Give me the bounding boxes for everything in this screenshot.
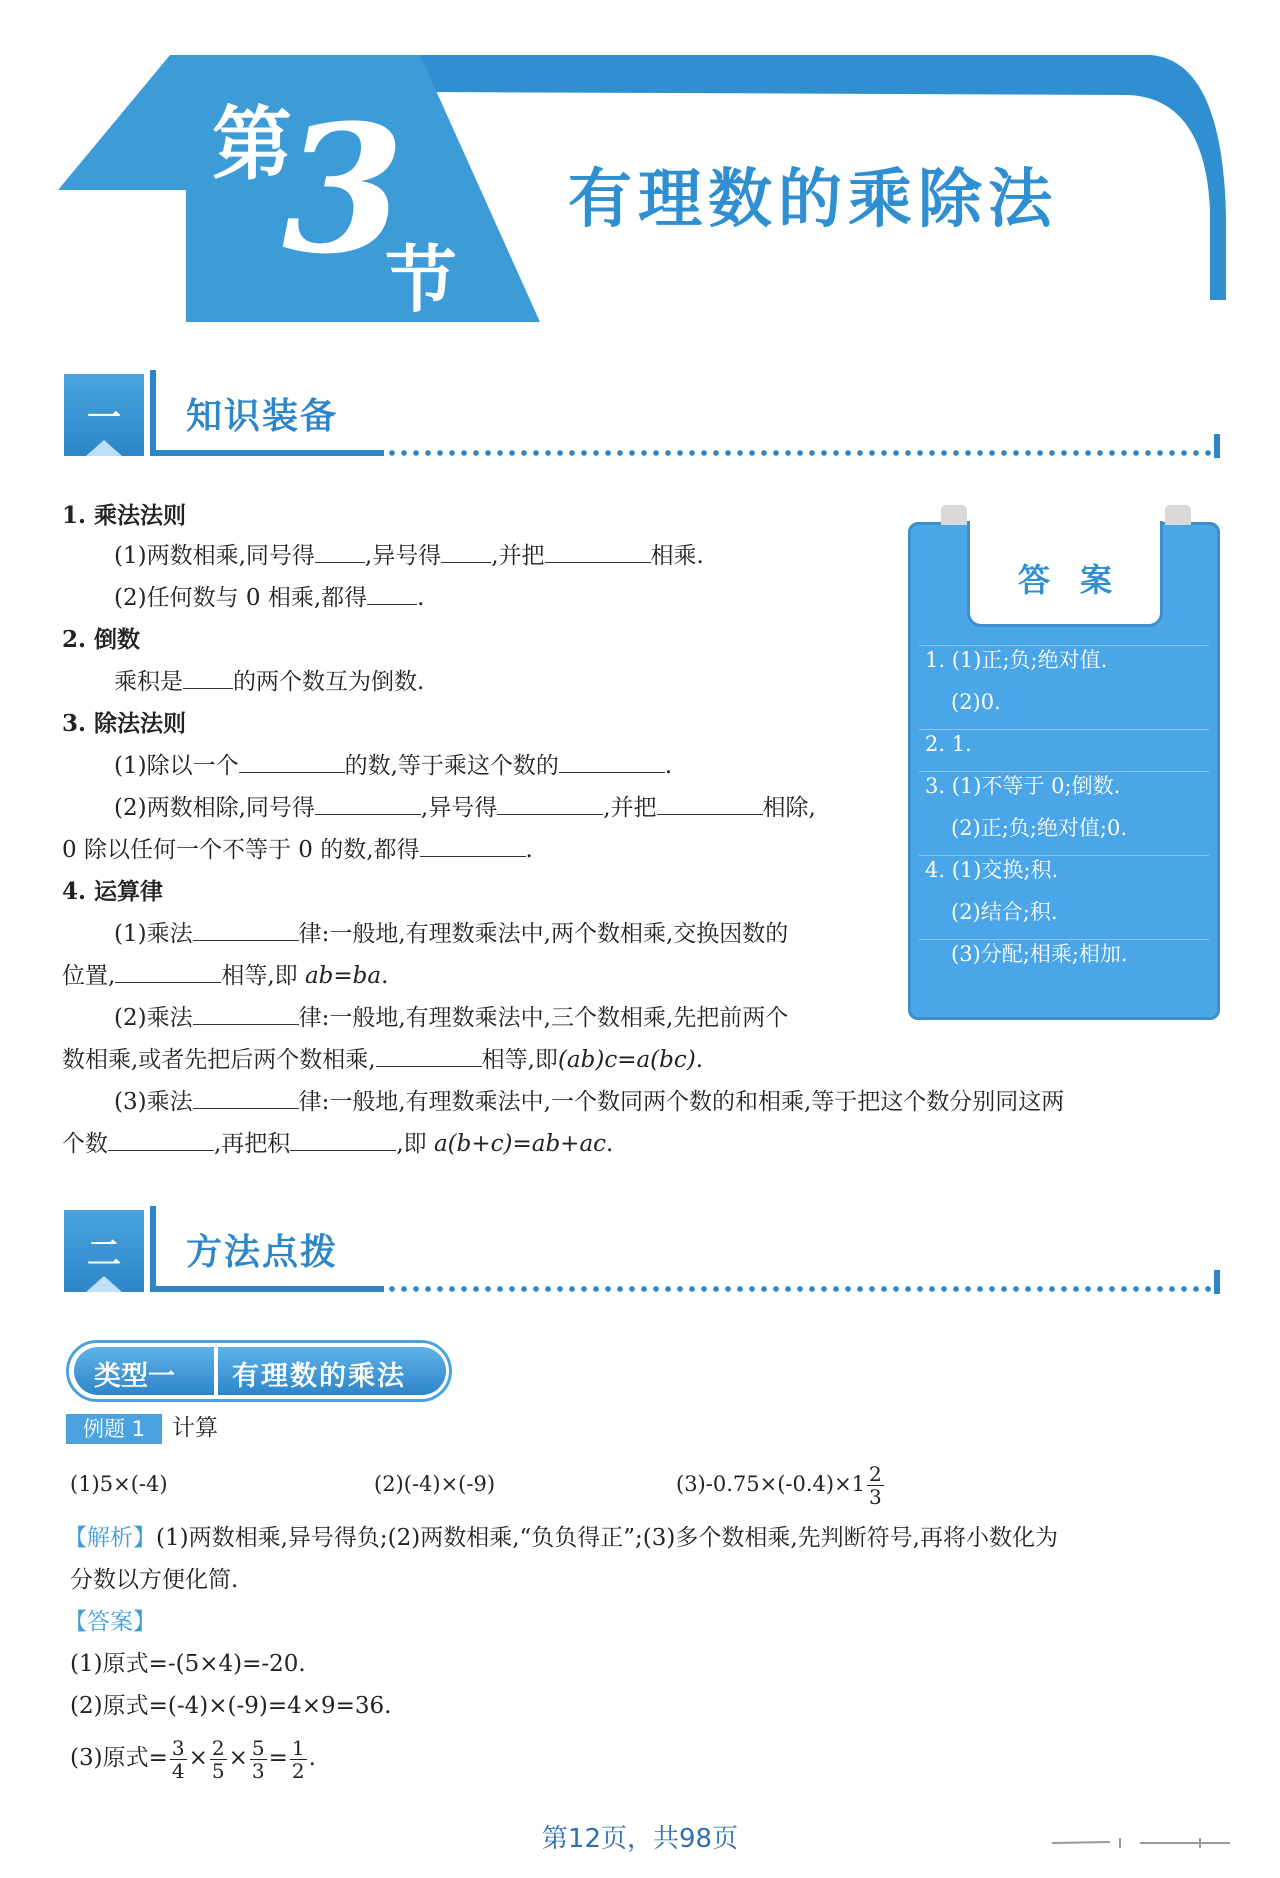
- blank: [367, 583, 417, 605]
- rule-line: (3)乘法 律:一般地,有理数乘法中,一个数同两个数的和相乘,等于把这个数分别同这两: [114, 1089, 1065, 1115]
- section-number-label: 一: [87, 398, 121, 438]
- triangle-icon: [86, 1276, 122, 1292]
- example-question-1: (1)5×(-4): [70, 1472, 168, 1496]
- type-tag-label: 类型一: [94, 1361, 175, 1392]
- blank: [441, 541, 491, 563]
- section-bracket: [150, 1206, 156, 1292]
- rule-line: (1)两数相乘,同号得 ,异号得 ,并把 相乘.: [114, 543, 704, 569]
- page-title: 有理数的乘除法: [568, 163, 1058, 237]
- type-tag-fill: [74, 1347, 446, 1395]
- rule-line: (2)乘法 律:一般地,有理数乘法中,三个数相乘,先把前两个: [114, 1005, 789, 1031]
- blank: [545, 541, 651, 563]
- blank: [376, 1045, 482, 1067]
- blank: [497, 793, 603, 815]
- rule-line: 位置, 相等,即 ab=ba.: [62, 963, 389, 989]
- blank: [193, 1003, 299, 1025]
- section-number-box: [64, 374, 144, 456]
- fraction: $\frac{1}{2}$: [291, 1735, 305, 1783]
- answer-line: 4. (1)交换;积.: [925, 858, 1059, 882]
- analysis: 【解析】(1)两数相乘,异号得负;(2)两数相乘,“负负得正”;(3)多个数相乘,先判断符号,再将小数化为: [64, 1525, 1058, 1551]
- type-tag-topic: 有理数的乘法: [232, 1361, 406, 1392]
- example-question-3: (3)-0.75×(-0.4)×1 $\frac{2}{3}$: [676, 1462, 882, 1509]
- section-number-box: [64, 1210, 144, 1292]
- card-clip: [1165, 505, 1191, 525]
- rule-line: 数相乘,或者先把后两个数相乘, 相等,即(ab)c=a(bc).: [62, 1047, 704, 1073]
- section-label: 知识装备: [186, 396, 339, 437]
- type-tag-separator: [214, 1347, 218, 1395]
- triangle-icon: [86, 440, 122, 456]
- rule-line: (1)乘法 律:一般地,有理数乘法中,两个数相乘,交换因数的: [114, 921, 789, 947]
- blank: [290, 1129, 396, 1151]
- section-underline: [150, 1286, 384, 1292]
- blank: [239, 751, 345, 773]
- heading-multiplication-rule: 1. 乘法法则: [62, 502, 187, 529]
- blank: [315, 541, 365, 563]
- section-dotted-line: [386, 450, 1214, 456]
- fraction: $\frac{5}{3}$: [251, 1735, 265, 1783]
- rule-line: (2)任何数与 0 相乘,都得 .: [114, 585, 425, 611]
- answer-line: 1. (1)正;负;绝对值.: [925, 648, 1108, 672]
- section-header-methods: [64, 1206, 1226, 1298]
- section-number-suffix: 节: [385, 238, 458, 322]
- section-bracket: [150, 370, 156, 456]
- answer-line-3: (3)原式= $\frac{3}{4}$ × $\frac{2}{5}$ × $\frac{5}{3}$ = $\frac{1}{2}$ .: [70, 1735, 316, 1783]
- blank: [559, 751, 665, 773]
- answer-line: (3)分配;相乘;相加.: [951, 942, 1128, 966]
- card-clip: [941, 505, 967, 525]
- rule-line: (2)两数相除,同号得 ,异号得 ,并把 相除,: [114, 795, 816, 821]
- rule-line: (1)除以一个 的数,等于乘这个数的 .: [114, 753, 673, 779]
- page-footer: 第12页，共98页: [541, 1824, 739, 1854]
- section-number: 3: [282, 86, 405, 293]
- fraction: $\frac{2}{5}$: [211, 1735, 225, 1783]
- scribble-mark: [1050, 1836, 1240, 1850]
- fraction: $\frac{2}{3}$: [869, 1462, 882, 1509]
- blank: [193, 919, 299, 941]
- heading-reciprocal: 2. 倒数: [62, 626, 141, 653]
- section-dotted-line: [386, 1286, 1214, 1292]
- section-endbar: [1214, 1270, 1220, 1294]
- blank: [315, 793, 421, 815]
- section-endbar: [1214, 434, 1220, 458]
- analysis-tag: 【解析】: [64, 1525, 156, 1551]
- rule-line: 乘积是 的两个数互为倒数.: [114, 669, 425, 695]
- analysis-cont: 分数以方便化简.: [70, 1567, 239, 1593]
- answer-line-2: (2)原式=(-4)×(-9)=4×9=36.: [70, 1693, 392, 1719]
- answer-line: (2)结合;积.: [951, 900, 1058, 924]
- blank: [657, 793, 763, 815]
- answer-line: 2. 1.: [925, 732, 972, 756]
- answer-card-title: 答案: [1017, 561, 1142, 599]
- section-number-label: 二: [87, 1234, 121, 1274]
- section-underline: [150, 450, 384, 456]
- blank: [108, 1129, 214, 1151]
- fraction: $\frac{3}{4}$: [171, 1735, 185, 1783]
- rule-line: 0 除以任何一个不等于 0 的数,都得 .: [62, 837, 533, 863]
- section-number-prefix: 第: [212, 98, 292, 191]
- blank: [183, 667, 233, 689]
- blank: [115, 961, 221, 983]
- example-tag: 例题 1: [66, 1414, 162, 1444]
- blank: [193, 1087, 299, 1109]
- rule-line: 个数 ,再把积 ,即 a(b+c)=ab+ac.: [62, 1131, 614, 1157]
- example-question-2: (2)(-4)×(-9): [374, 1472, 496, 1496]
- example-prompt: 计算: [172, 1415, 218, 1441]
- answer-line: (2)正;负;绝对值;0.: [951, 816, 1128, 840]
- section-header-knowledge: [64, 370, 1226, 462]
- blank: [420, 835, 526, 857]
- type-tag: [66, 1340, 452, 1402]
- heading-division-rule: 3. 除法法则: [62, 710, 187, 737]
- answer-tag: 【答案】: [64, 1609, 156, 1635]
- answer-line: (2)0.: [951, 690, 1001, 714]
- section-label: 方法点拨: [186, 1232, 339, 1273]
- heading-laws: 4. 运算律: [62, 878, 164, 905]
- answer-line: 3. (1)不等于 0;倒数.: [925, 774, 1121, 798]
- answer-line-1: (1)原式=-(5×4)=-20.: [70, 1651, 306, 1677]
- answer-card: [908, 522, 1220, 1020]
